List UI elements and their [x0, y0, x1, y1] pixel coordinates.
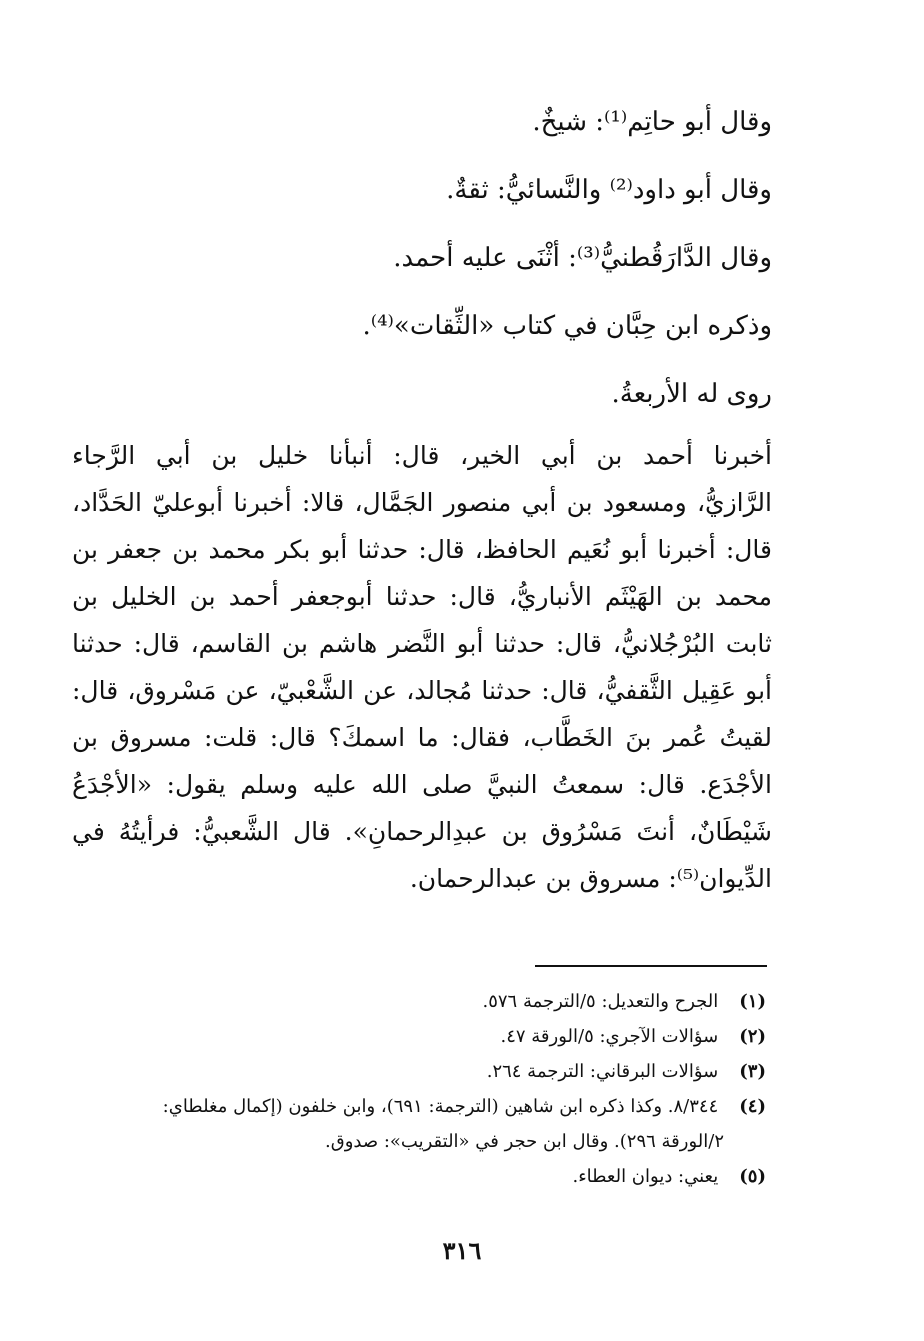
narrator-grading-lines — [80, 88, 772, 428]
footnote-1 — [72, 984, 766, 1019]
page-number: ٣١٦ — [442, 1236, 482, 1265]
footnote-number: (٥) — [739, 1166, 766, 1187]
paragraph-line: محمد بن الهَيْثَم الأنباريُّ، قال: حدثنا أبوجعفر أحمد بن الخليل بن — [72, 582, 772, 611]
footnote-text: ٨/٣٤٤. وكذا ذكره ابن شاهين (الترجمة: ٦٩١)، وابن خلفون (إكمال مغلطاي: — [162, 1096, 719, 1117]
footnote-3 — [72, 1054, 766, 1089]
text-line-abu-dawud: وقال أبو داود⁽²⁾ والنَّسائيُّ: ثقةٌ. — [446, 175, 772, 205]
paragraph-line: الدِّيوان⁽⁵⁾: مسروق بن عبدالرحمان. — [409, 864, 772, 893]
text-line-ibn-hibban: وذكره ابن حِبَّان في كتاب «الثِّقات»⁽⁴⁾. — [362, 311, 772, 341]
paragraph-line: ثابت البُرْجُلانيُّ، قال: حدثنا أبو النَّضر هاشم بن القاسم، قال: حدثنا — [72, 629, 772, 658]
footnote-text: سؤالات الآجري: ٥/الورقة ٤٧. — [500, 1026, 719, 1047]
footnote-text: الجرح والتعديل: ٥/الترجمة ٥٧٦. — [482, 991, 719, 1012]
text-line-abu-hatim: وقال أبو حاتِم⁽¹⁾: شيخٌ. — [532, 107, 772, 137]
paragraph-line: أخبرنا أحمد بن أبي الخير، قال: أنبأنا خليل بن أبي الرَّجاء — [72, 441, 772, 470]
footnote-number: (٤) — [739, 1096, 766, 1117]
footnote-text: سؤالات البرقاني: الترجمة ٢٦٤. — [486, 1061, 719, 1082]
paragraph-line: الرَّازيُّ، ومسعود بن أبي منصور الجَمَّال، قالا: أخبرنا أبوعليّ الحَدَّاد، — [72, 488, 772, 517]
footnote-4 — [72, 1089, 766, 1124]
footnote-separator — [535, 965, 767, 967]
paragraph-line: قال: أخبرنا أبو نُعَيم الحافظ، قال: حدثنا أبو بكر محمد بن جعفر بن — [72, 535, 772, 564]
paragraph-line: أبو عَقِيل الثَّقفيُّ، قال: حدثنا مُجالد، عن الشَّعْبيّ، عن مَسْروق، قال: — [72, 676, 772, 705]
paragraph-line: لقيتُ عُمر بنَ الخَطَّاب، فقال: ما اسمكَ؟ قال: قلت: مسروق بن — [72, 723, 772, 752]
paragraph-line: الأجْدَع. قال: سمعتُ النبيَّ صلى الله عليه وسلم يقول: «الأجْدَعُ — [72, 770, 772, 799]
hadith-paragraph — [72, 432, 772, 902]
footnote-4-continuation: ٢/الورقة ٢٩٦). وقال ابن حجر في «التقريب»: صدوق. — [325, 1131, 724, 1152]
paragraph-line: شَيْطَانٌ، أنتَ مَسْرُوق بن عبدِالرحمانِ». قال الشَّعبيُّ: فرأيتُهُ في — [72, 817, 772, 846]
footnote-number: (٣) — [739, 1061, 766, 1082]
footnote-text: يعني: ديوان العطاء. — [572, 1166, 719, 1187]
footnote-number: (٢) — [739, 1026, 766, 1047]
footnote-2 — [72, 1019, 766, 1054]
text-line-daraqutni: وقال الدَّارَقُطنيُّ⁽³⁾: أثْنَى عليه أحمد. — [393, 243, 772, 273]
footnotes — [72, 984, 766, 1194]
footnote-number: (١) — [739, 991, 766, 1012]
text-line-narrated-by: روى له الأربعةُ. — [611, 379, 772, 409]
footnote-5 — [72, 1159, 766, 1194]
